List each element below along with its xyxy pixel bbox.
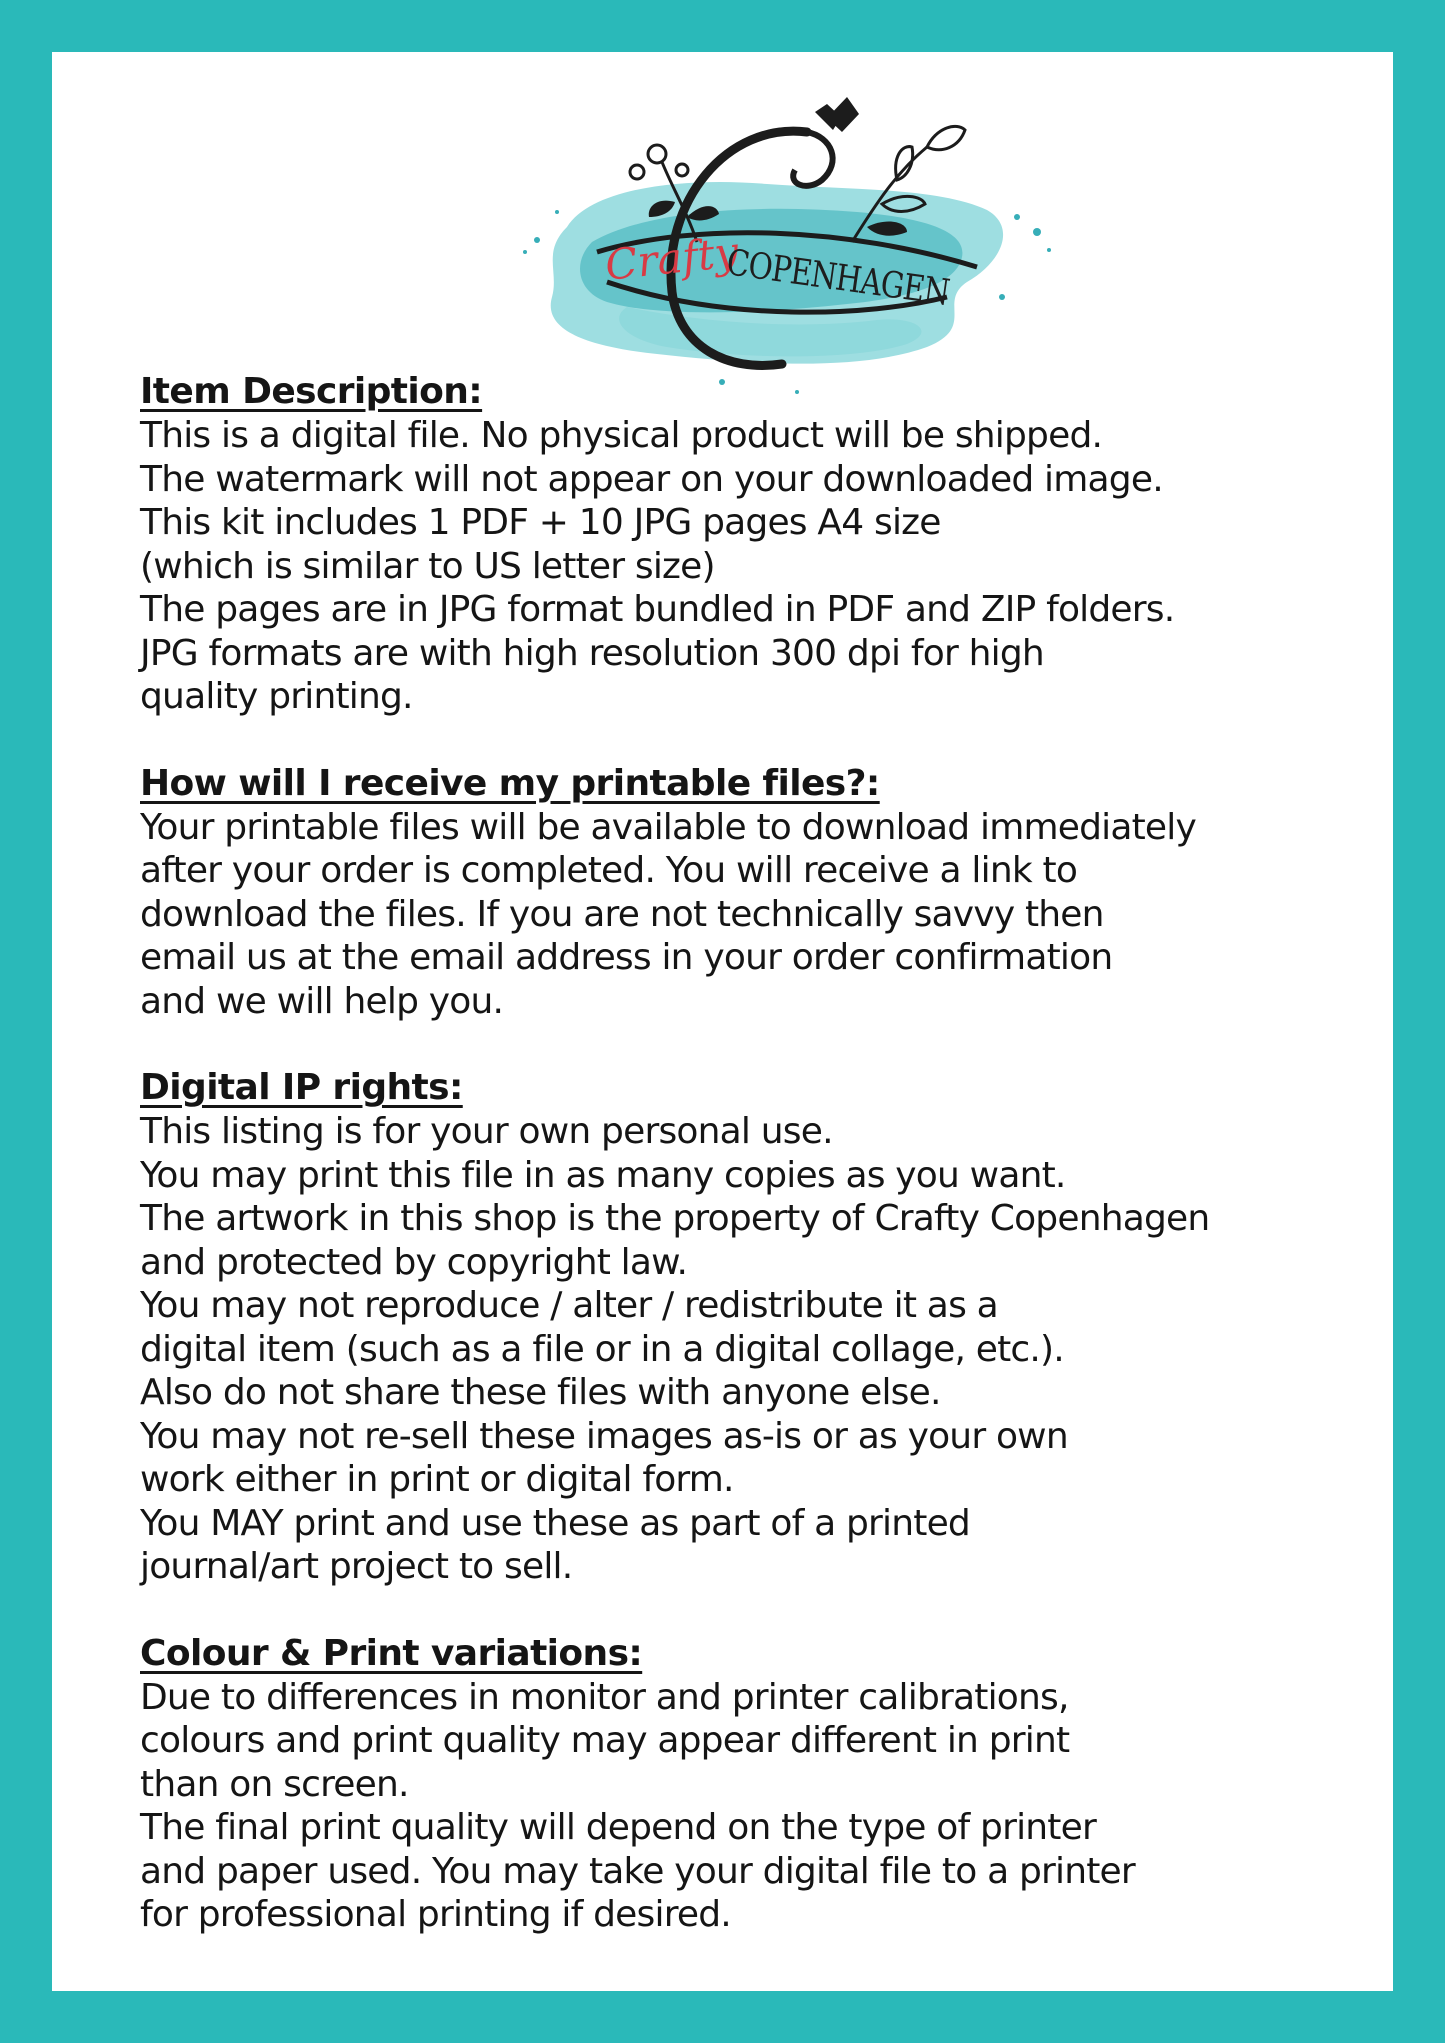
body-line: quality printing. bbox=[140, 676, 413, 717]
body-line: This kit includes 1 PDF + 10 JPG pages A4 size bbox=[140, 502, 941, 543]
section-receive-files bbox=[140, 762, 1430, 1024]
section-heading: Colour & Print variations: bbox=[140, 1632, 643, 1674]
body-line: Due to differences in monitor and printer calibrations, bbox=[140, 1676, 1069, 1718]
body-line: This is a digital file. No physical product will be shipped. bbox=[140, 415, 1103, 456]
body-line: You MAY print and use these as part of a printed bbox=[140, 1502, 970, 1544]
section-item-description bbox=[140, 370, 1430, 719]
body-line: for professional printing if desired. bbox=[140, 1894, 731, 1935]
section-heading: How will I receive my printable files?: bbox=[140, 762, 880, 804]
body-line: colours and print quality may appear different in print bbox=[140, 1720, 1070, 1761]
body-line: JPG formats are with high resolution 300 dpi for high bbox=[140, 632, 1044, 674]
body-line: download the files. If you are not technically savvy then bbox=[140, 893, 1104, 935]
body-line: This listing is for your own personal use. bbox=[140, 1111, 833, 1152]
body-line: and paper used. You may take your digital file to a printer bbox=[140, 1850, 1135, 1892]
body-line: and protected by copyright law. bbox=[140, 1241, 688, 1283]
body-line: The watermark will not appear on your downloaded image. bbox=[140, 458, 1163, 500]
logo-caps-text: COPENHAGEN bbox=[724, 242, 952, 314]
section-heading: Item Description: bbox=[140, 371, 483, 412]
body-line: Also do not share these files with anyone else. bbox=[140, 1372, 941, 1413]
section-digital-ip-rights bbox=[140, 1066, 1430, 1589]
body-line: You may print this file in as many copies as you want. bbox=[140, 1154, 1066, 1196]
body-line: and we will help you. bbox=[140, 980, 504, 1022]
description-card bbox=[52, 52, 1393, 1991]
logo-script-text: Crafty bbox=[602, 227, 741, 290]
body-line: (which is similar to US letter size) bbox=[140, 545, 715, 587]
body-line: than on screen. bbox=[140, 1763, 409, 1805]
body-line: Your printable files will be available to download immediately bbox=[140, 806, 1196, 848]
body-line: You may not re-sell these images as-is or as your own bbox=[140, 1415, 1068, 1457]
body-line: work either in print or digital form. bbox=[140, 1459, 734, 1500]
body-line: The artwork in this shop is the property of Crafty Copenhagen bbox=[140, 1198, 1210, 1239]
body-line: digital item (such as a file or in a digital collage, etc.). bbox=[140, 1328, 1064, 1370]
section-colour-print-variations bbox=[140, 1632, 1430, 1937]
body-line: after your order is completed. You will receive a link to bbox=[140, 850, 1078, 891]
body-line: email us at the email address in your order confirmation bbox=[140, 937, 1113, 978]
body-line: You may not reproduce / alter / redistribute it as a bbox=[140, 1285, 998, 1326]
body-line: The final print quality will depend on the type of printer bbox=[140, 1807, 1096, 1848]
description-content bbox=[140, 370, 1430, 1980]
section-heading: Digital IP rights: bbox=[140, 1067, 463, 1108]
body-line: The pages are in JPG format bundled in PDF and ZIP folders. bbox=[140, 589, 1175, 630]
body-line: journal/art project to sell. bbox=[140, 1546, 573, 1587]
